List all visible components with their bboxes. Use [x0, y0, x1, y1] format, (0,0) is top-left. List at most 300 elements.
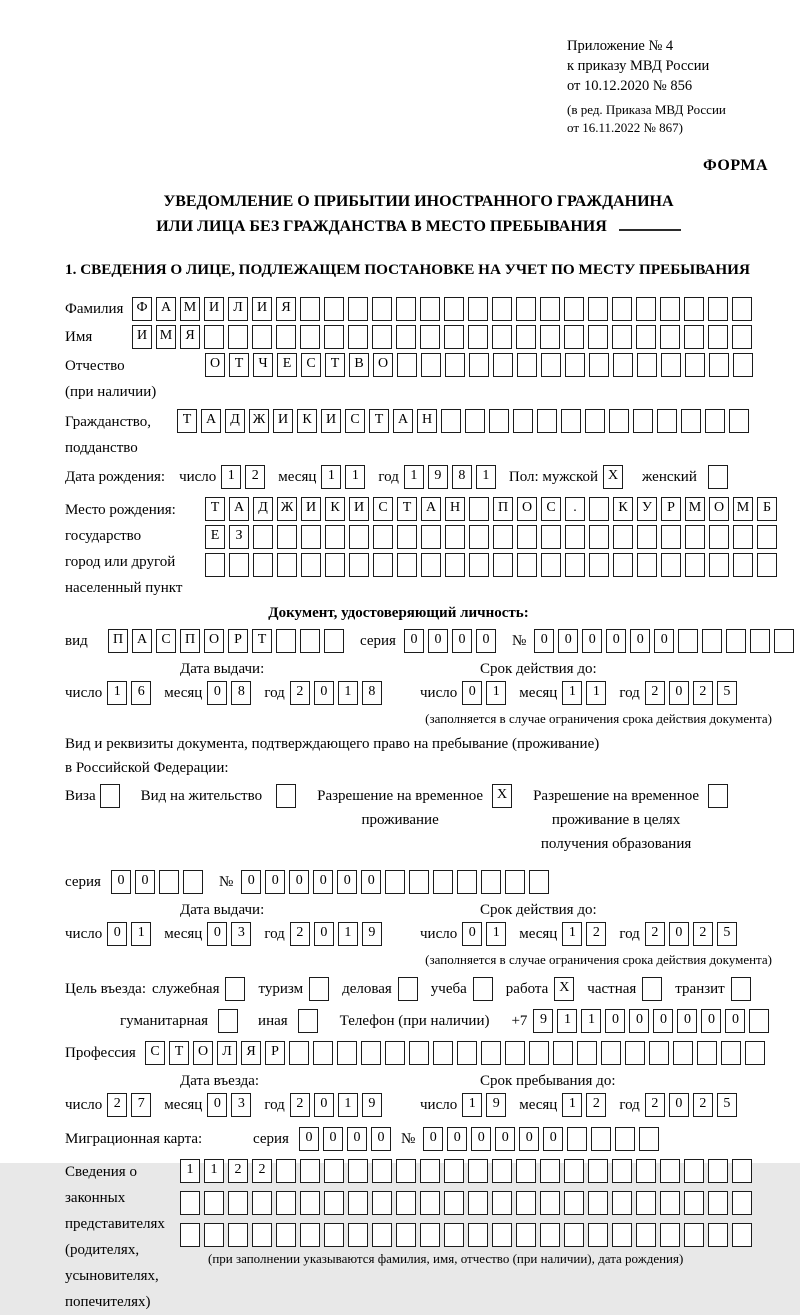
char-cell	[505, 1041, 525, 1065]
char-cell: 5	[717, 922, 737, 946]
char-cell	[636, 297, 656, 321]
char-cell	[733, 553, 753, 577]
char-cell: И	[252, 297, 272, 321]
char-cell	[708, 784, 728, 808]
char-cell: Я	[276, 297, 296, 321]
char-cell: П	[180, 629, 200, 653]
char-cell	[420, 1159, 440, 1183]
char-cell	[325, 525, 345, 549]
char-cell	[732, 1223, 752, 1247]
representatives-block	[65, 1159, 772, 1315]
month-label: месяц	[519, 925, 558, 942]
char-cell	[612, 1223, 632, 1247]
char-cell: 0	[606, 629, 626, 653]
char-cell: 2	[252, 1159, 272, 1183]
char-cell	[324, 1159, 344, 1183]
doc-issue-year-cells	[290, 681, 386, 705]
char-cell	[348, 1223, 368, 1247]
char-cell: 2	[693, 922, 713, 946]
char-cell: 0	[534, 629, 554, 653]
char-cell: 1	[338, 1093, 358, 1117]
char-cell	[660, 325, 680, 349]
visa-option	[65, 784, 124, 808]
char-cell: 1	[404, 465, 424, 489]
char-cell: 1	[221, 465, 241, 489]
char-cell	[276, 1223, 296, 1247]
char-cell	[468, 1191, 488, 1215]
char-cell: 2	[645, 922, 665, 946]
char-cell	[625, 1041, 645, 1065]
char-cell: 0	[677, 1009, 697, 1033]
char-cell: К	[297, 409, 317, 433]
patronymic-cells	[205, 353, 757, 377]
year-label: год	[378, 468, 399, 485]
char-cell	[516, 1191, 536, 1215]
patronymic-label-line1: Отчество	[65, 358, 125, 374]
char-cell	[567, 1127, 587, 1151]
permit-valid-month-cells	[562, 922, 610, 946]
char-cell	[397, 353, 417, 377]
purpose-work-label: работа	[505, 980, 549, 997]
char-cell	[516, 1223, 536, 1247]
char-cell	[421, 353, 441, 377]
char-cell	[612, 1191, 632, 1215]
char-cell	[180, 1223, 200, 1247]
char-cell	[324, 629, 344, 653]
doc-number-cells	[534, 629, 798, 653]
char-cell	[276, 784, 296, 808]
char-cell	[588, 1159, 608, 1183]
char-cell	[708, 1223, 728, 1247]
char-cell	[445, 525, 465, 549]
char-cell	[564, 1159, 584, 1183]
char-cell: 0	[462, 922, 482, 946]
char-cell: 0	[495, 1127, 515, 1151]
doc-valid-month-cells	[562, 681, 610, 705]
char-cell	[757, 553, 777, 577]
temp-residence-checkbox	[492, 784, 516, 808]
permit-valid-day-cells	[462, 922, 510, 946]
day-label: число	[65, 684, 103, 701]
char-cell: 1	[562, 681, 582, 705]
char-cell: 8	[231, 681, 251, 705]
char-cell	[289, 1041, 309, 1065]
surname-cells	[132, 297, 756, 321]
char-cell	[660, 1191, 680, 1215]
profession-label: Профессия	[65, 1044, 136, 1061]
residence-permit-label: Вид на жительство	[140, 788, 263, 804]
char-cell	[661, 553, 681, 577]
char-cell	[300, 297, 320, 321]
purpose-study-checkbox	[473, 977, 497, 1001]
char-cell	[709, 553, 729, 577]
char-cell	[277, 525, 297, 549]
char-cell: И	[321, 409, 341, 433]
char-cell	[444, 297, 464, 321]
char-cell	[726, 629, 746, 653]
char-cell	[373, 553, 393, 577]
entry-date-label: Дата въезда:	[180, 1073, 260, 1089]
sex-female-label: женский	[642, 468, 697, 485]
birth-date-label: Дата рождения:	[65, 468, 166, 485]
char-cell: Д	[253, 497, 273, 521]
char-cell: 2	[290, 1093, 310, 1117]
char-cell: 0	[471, 1127, 491, 1151]
purpose-business-option	[342, 977, 422, 1001]
purpose-row	[65, 977, 772, 1001]
char-cell: 8	[362, 681, 382, 705]
identity-doc-heading: Документ, удостоверяющий личность:	[268, 605, 529, 621]
char-cell: 5	[717, 681, 737, 705]
char-cell: 0	[701, 1009, 721, 1033]
doc-dates-block	[65, 661, 772, 709]
char-cell	[396, 325, 416, 349]
char-cell	[301, 553, 321, 577]
char-cell	[637, 525, 657, 549]
char-cell: К	[325, 497, 345, 521]
char-cell	[396, 297, 416, 321]
day-label: число	[420, 684, 458, 701]
appendix-line3: от 10.12.2020 № 856	[567, 78, 693, 94]
char-cell	[469, 525, 489, 549]
temp-residence-option	[317, 784, 516, 832]
char-cell	[300, 1223, 320, 1247]
temp-residence-label-line2: проживание	[361, 812, 439, 828]
char-cell	[301, 525, 321, 549]
month-label: месяц	[164, 684, 203, 701]
char-cell	[300, 325, 320, 349]
char-cell	[529, 1041, 549, 1065]
purpose-transit-checkbox	[731, 977, 755, 1001]
purpose-humanitarian-label: гуманитарная	[120, 1012, 209, 1029]
char-cell	[397, 553, 417, 577]
char-cell	[609, 409, 629, 433]
char-cell: Т	[397, 497, 417, 521]
char-cell: 0	[630, 629, 650, 653]
char-cell: 2	[290, 681, 310, 705]
char-cell: М	[733, 497, 753, 521]
char-cell	[481, 1041, 501, 1065]
char-cell	[300, 629, 320, 653]
birth-place-label-line1: Место рождения:	[65, 502, 176, 518]
char-cell: 0	[371, 1127, 391, 1151]
char-cell	[589, 353, 609, 377]
char-cell: М	[180, 297, 200, 321]
month-label: месяц	[278, 468, 317, 485]
char-cell	[481, 870, 501, 894]
char-cell: Д	[225, 409, 245, 433]
representatives-label-line1: Сведения о	[65, 1164, 137, 1180]
char-cell	[588, 297, 608, 321]
section1-heading: 1. СВЕДЕНИЯ О ЛИЦЕ, ПОДЛЕЖАЩЕМ ПОСТАНОВКЕ НА УЧЕТ ПО МЕСТУ ПРЕБЫВАНИЯ	[65, 261, 750, 278]
char-cell	[492, 1159, 512, 1183]
char-cell	[492, 325, 512, 349]
name-cells	[132, 325, 756, 349]
purpose-tourism-label: туризм	[258, 980, 304, 997]
char-cell	[681, 409, 701, 433]
char-cell	[749, 1009, 769, 1033]
char-cell	[325, 553, 345, 577]
char-cell	[444, 1191, 464, 1215]
purpose-official-label: служебная	[151, 980, 220, 997]
char-cell: 2	[107, 1093, 127, 1117]
char-cell	[564, 1191, 584, 1215]
day-label: число	[65, 925, 103, 942]
purpose-row2	[120, 1009, 772, 1033]
char-cell	[183, 870, 203, 894]
doc-kind-row	[65, 629, 772, 653]
patronymic-row	[65, 353, 772, 405]
char-cell: 0	[404, 629, 424, 653]
char-cell	[252, 1223, 272, 1247]
char-cell: Н	[417, 409, 437, 433]
char-cell: Т	[252, 629, 272, 653]
representatives-note: (при заполнении указываются фамилия, имя, отчество (при наличии), дата рождения)	[208, 1251, 684, 1266]
doc-valid-year-cells	[645, 681, 741, 705]
char-cell: Т	[325, 353, 345, 377]
char-cell: 0	[107, 922, 127, 946]
birth-place-label-line3: город или другой	[65, 554, 176, 570]
char-cell: 0	[299, 1127, 319, 1151]
char-cell: Е	[205, 525, 225, 549]
char-cell: 0	[207, 1093, 227, 1117]
char-cell	[469, 497, 489, 521]
char-cell: М	[156, 325, 176, 349]
char-cell	[708, 465, 728, 489]
char-cell: Т	[369, 409, 389, 433]
migration-card-series-cells	[299, 1127, 395, 1151]
char-cell	[684, 1223, 704, 1247]
char-cell	[492, 297, 512, 321]
char-cell: 7	[131, 1093, 151, 1117]
char-cell	[541, 525, 561, 549]
char-cell	[253, 525, 273, 549]
char-cell	[372, 1159, 392, 1183]
purpose-tourism-checkbox	[309, 977, 333, 1001]
char-cell	[398, 977, 418, 1001]
birth-place-cells	[205, 497, 781, 581]
char-cell	[731, 977, 751, 1001]
entry-day-cells	[107, 1093, 155, 1117]
char-cell: 2	[290, 922, 310, 946]
char-cell	[397, 525, 417, 549]
char-cell	[529, 870, 549, 894]
char-cell	[705, 409, 725, 433]
year-label: год	[264, 925, 285, 942]
char-cell: И	[204, 297, 224, 321]
char-cell	[493, 525, 513, 549]
char-cell: 0	[669, 1093, 689, 1117]
char-cell: 0	[558, 629, 578, 653]
char-cell: 6	[131, 681, 151, 705]
char-cell: X	[492, 784, 512, 808]
char-cell	[441, 409, 461, 433]
char-cell: А	[201, 409, 221, 433]
year-label: год	[264, 684, 285, 701]
migration-card-number-label: №	[400, 1130, 416, 1147]
char-cell	[709, 353, 729, 377]
char-cell	[565, 553, 585, 577]
char-cell: 0	[428, 629, 448, 653]
representatives-label-line2: законных	[65, 1190, 126, 1206]
citizenship-label	[65, 409, 177, 461]
char-cell	[601, 1041, 621, 1065]
char-cell: Т	[177, 409, 197, 433]
char-cell	[642, 977, 662, 1001]
char-cell: С	[373, 497, 393, 521]
char-cell: О	[205, 353, 225, 377]
purpose-official-option	[152, 977, 250, 1001]
char-cell	[409, 1041, 429, 1065]
char-cell: 0	[476, 629, 496, 653]
char-cell	[684, 1191, 704, 1215]
day-label: число	[420, 1096, 458, 1113]
char-cell	[277, 553, 297, 577]
char-cell	[324, 297, 344, 321]
male-checkbox	[603, 465, 627, 489]
title-line2	[65, 214, 772, 239]
char-cell	[516, 297, 536, 321]
appendix-line1: Приложение № 4	[567, 38, 674, 54]
year-label: год	[619, 684, 640, 701]
permit-valid-until-label: Срок действия до:	[480, 902, 597, 918]
char-cell: Ч	[253, 353, 273, 377]
visa-label: Виза	[65, 788, 96, 804]
char-cell	[729, 409, 749, 433]
stay-doc-line1: Вид и реквизиты документа, подтверждающего право на пребывание (проживание)	[65, 736, 600, 752]
char-cell: И	[301, 497, 321, 521]
char-cell: .	[565, 497, 585, 521]
purpose-private-option	[587, 977, 666, 1001]
birth-place-label-line4: населенный пункт	[65, 580, 183, 596]
char-cell	[588, 1191, 608, 1215]
char-cell	[732, 1159, 752, 1183]
purpose-study-label: учеба	[430, 980, 467, 997]
char-cell	[324, 325, 344, 349]
char-cell	[309, 977, 329, 1001]
birth-date-row	[65, 465, 772, 489]
char-cell	[445, 553, 465, 577]
char-cell: 1	[486, 681, 506, 705]
profession-cells	[145, 1041, 769, 1065]
char-cell	[205, 553, 225, 577]
char-cell	[433, 1041, 453, 1065]
doc-number-label: №	[511, 632, 527, 649]
char-cell	[100, 784, 120, 808]
blank-underline	[619, 217, 681, 231]
permit-issue-date-label: Дата выдачи:	[180, 902, 265, 918]
month-label: месяц	[164, 1096, 203, 1113]
birth-month-cells	[321, 465, 369, 489]
permit-issue-day-cells	[107, 922, 155, 946]
char-cell: 0	[314, 922, 334, 946]
char-cell	[661, 353, 681, 377]
char-cell	[457, 1041, 477, 1065]
char-cell	[564, 297, 584, 321]
char-cell: Р	[265, 1041, 285, 1065]
char-cell: И	[273, 409, 293, 433]
birth-day-cells	[221, 465, 269, 489]
char-cell	[612, 325, 632, 349]
char-cell: К	[613, 497, 633, 521]
char-cell	[204, 1191, 224, 1215]
char-cell: 2	[645, 1093, 665, 1117]
char-cell	[253, 553, 273, 577]
char-cell	[433, 870, 453, 894]
char-cell: 1	[321, 465, 341, 489]
char-cell	[300, 1191, 320, 1215]
char-cell	[639, 1127, 659, 1151]
char-cell: А	[156, 297, 176, 321]
char-cell: А	[132, 629, 152, 653]
char-cell	[636, 325, 656, 349]
entry-dates-block	[65, 1073, 772, 1121]
form-label: ФОРМА	[702, 157, 768, 174]
char-cell	[445, 353, 465, 377]
purpose-label: Цель въезда:	[65, 980, 146, 997]
char-cell	[588, 1223, 608, 1247]
doc-kind-label: вид	[65, 632, 88, 649]
char-cell	[636, 1223, 656, 1247]
char-cell	[396, 1223, 416, 1247]
stay-doc-type-row	[65, 784, 772, 856]
representatives-row2-cells	[180, 1191, 756, 1215]
stay-doc-line2: в Российской Федерации:	[65, 760, 229, 776]
char-cell	[517, 525, 537, 549]
char-cell: 2	[586, 1093, 606, 1117]
char-cell: Ж	[277, 497, 297, 521]
char-cell	[541, 353, 561, 377]
char-cell: 0	[605, 1009, 625, 1033]
month-label: месяц	[164, 925, 203, 942]
permit-number-label: №	[218, 873, 234, 890]
char-cell: О	[193, 1041, 213, 1065]
char-cell	[561, 409, 581, 433]
char-cell	[589, 525, 609, 549]
birth-place-label-line2: государство	[65, 528, 142, 544]
residence-permit-option	[141, 784, 300, 808]
representatives-label-line6: попечителях)	[65, 1294, 151, 1310]
char-cell: 9	[533, 1009, 553, 1033]
citizenship-row	[65, 409, 772, 461]
char-cell	[721, 1041, 741, 1065]
migration-card-number-cells	[423, 1127, 663, 1151]
char-cell: 2	[586, 922, 606, 946]
char-cell	[733, 353, 753, 377]
temp-residence-edu-label-line3: получения образования	[540, 836, 692, 852]
char-cell: П	[493, 497, 513, 521]
char-cell	[685, 353, 705, 377]
char-cell	[697, 1041, 717, 1065]
residence-permit-checkbox	[276, 784, 300, 808]
char-cell	[489, 409, 509, 433]
char-cell: 1	[107, 681, 127, 705]
char-cell: 0	[725, 1009, 745, 1033]
doc-valid-note: (заполняется в случае ограничения срока действия документа)	[425, 711, 772, 726]
char-cell	[553, 1041, 573, 1065]
temp-residence-edu-label-line2: проживание в целях	[551, 812, 681, 828]
char-cell: 2	[693, 681, 713, 705]
citizenship-cells	[177, 409, 753, 433]
char-cell: 1	[131, 922, 151, 946]
char-cell	[540, 297, 560, 321]
char-cell	[349, 525, 369, 549]
day-label: число	[420, 925, 458, 942]
month-label: месяц	[519, 1096, 558, 1113]
char-cell: 0	[654, 629, 674, 653]
char-cell	[684, 297, 704, 321]
char-cell: 0	[519, 1127, 539, 1151]
